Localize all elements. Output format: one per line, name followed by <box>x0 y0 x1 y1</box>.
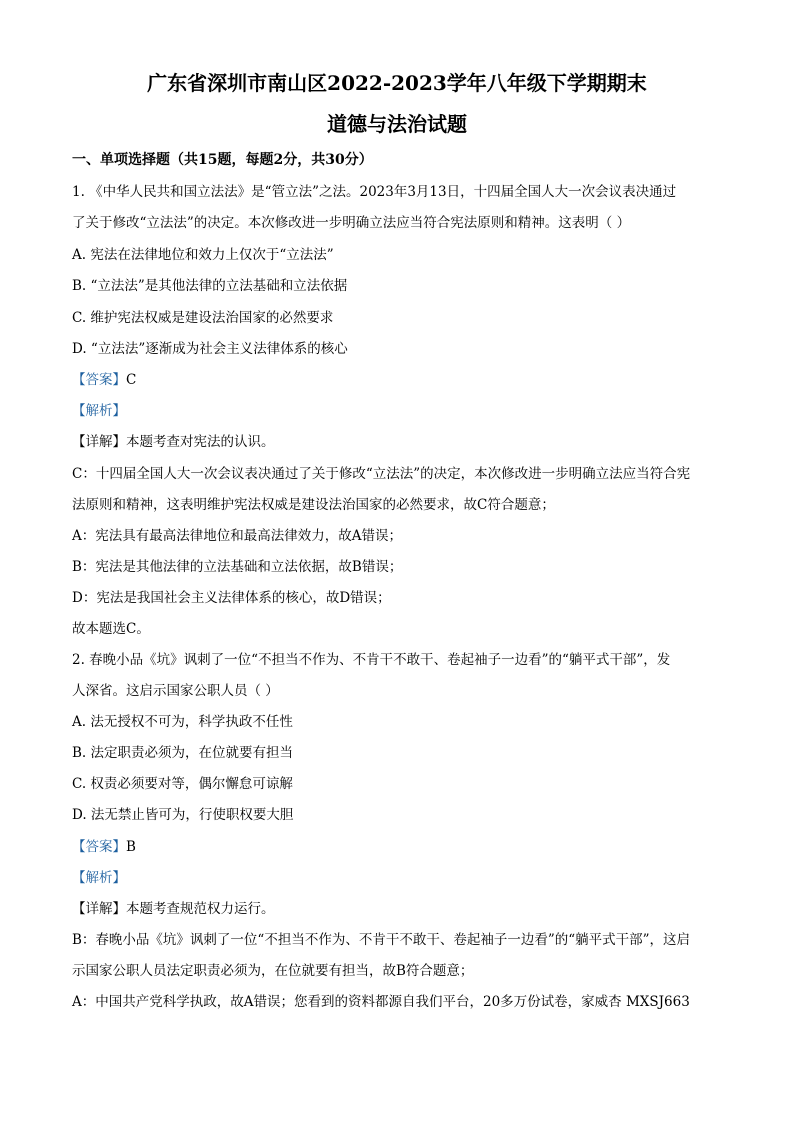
q2-detail <box>72 899 722 919</box>
document-title: 广东省深圳市南山区2022-2023学年八年级下学期期末 <box>147 71 647 95</box>
q2-stem-line-1: 2. 春晚小品《坑》讽刺了一位“不担当不作为、不肯干不敢干、卷起袖子一边看”的“躺平式干部”，发 <box>72 652 671 668</box>
q1-answer <box>72 370 722 390</box>
answer-value: C <box>126 372 137 388</box>
analysis-tag: 【解析】 <box>72 403 126 419</box>
q1-explain-b: B：宪法是其他法律的立法基础和立法依据，故B错误； <box>72 559 403 575</box>
detail-tag: 【详解】 <box>72 901 126 917</box>
q2-stem-line-2: 人深省。这启示国家公职人员（ ） <box>72 683 279 699</box>
answer-tag: 【答案】 <box>72 372 126 388</box>
q2-explain-a: A：中国共产党科学执政，故A错误；您看到的资料都源自我们平台，20多万份试卷，家威杏 MXSJ663 <box>72 994 690 1010</box>
q2-explain-line-1: B：春晚小品《坑》讽刺了一位“不担当不作为、不肯干不敢干、卷起袖子一边看”的“躺平式干部”，这启 <box>72 932 691 948</box>
q2-explain-line-2: 示国家公职人员法定职责必须为，在位就要有担当，故B符合题意； <box>72 963 474 979</box>
q1-detail <box>72 432 722 452</box>
q1-explain-d: D：宪法是我国社会主义法律体系的核心，故D错误； <box>72 590 391 606</box>
q1-option-b: B. “立法法”是其他法律的立法基础和立法依据 <box>72 278 348 294</box>
q2-option-c: C. 权责必须要对等，偶尔懈怠可谅解 <box>72 776 293 792</box>
document-subtitle: 道德与法治试题 <box>327 112 467 136</box>
q1-explain-line-2: 法原则和精神，这表明维护宪法权威是建设法治国家的必然要求，故C符合题意； <box>72 497 555 513</box>
q1-analysis <box>72 401 722 421</box>
q1-stem-line-1: 1. 《中华人民共和国立法法》是“管立法”之法。2023年3月13日，十四届全国人大一次会议表决通过 <box>72 184 677 200</box>
detail-tag: 【详解】 <box>72 434 126 450</box>
q1-explain-line-1: C：十四届全国人大一次会议表决通过了关于修改“立法法”的决定，本次修改进一步明确立法应当符合宪 <box>72 466 691 482</box>
q1-option-a: A. 宪法在法律地位和效力上仅次于“立法法” <box>72 247 334 263</box>
q1-option-c: C. 维护宪法权威是建设法治国家的必然要求 <box>72 310 334 326</box>
q2-option-b: B. 法定职责必须为，在位就要有担当 <box>72 745 294 761</box>
answer-value: B <box>126 839 136 855</box>
section-heading: 一、单项选择题（共15题，每题2分，共30分） <box>72 152 373 168</box>
q1-option-d: D. “立法法”逐渐成为社会主义法律体系的核心 <box>72 341 348 357</box>
q2-answer <box>72 837 722 857</box>
answer-tag: 【答案】 <box>72 839 126 855</box>
q1-explain-a: A：宪法具有最高法律地位和最高法律效力，故A错误； <box>72 528 402 544</box>
detail-text: 本题考查规范权力运行。 <box>126 901 275 917</box>
q2-option-d: D. 法无禁止皆可为，行使职权要大胆 <box>72 807 294 823</box>
detail-text: 本题考查对宪法的认识。 <box>126 434 275 450</box>
q1-stem-line-2: 了关于修改“立法法”的决定。本次修改进一步明确立法应当符合宪法原则和精神。这表明（ ） <box>72 215 631 231</box>
q1-conclusion: 故本题选C。 <box>72 621 150 637</box>
analysis-tag: 【解析】 <box>72 870 126 886</box>
q2-option-a: A. 法无授权不可为，科学执政不任性 <box>72 714 293 730</box>
q2-analysis <box>72 868 722 888</box>
